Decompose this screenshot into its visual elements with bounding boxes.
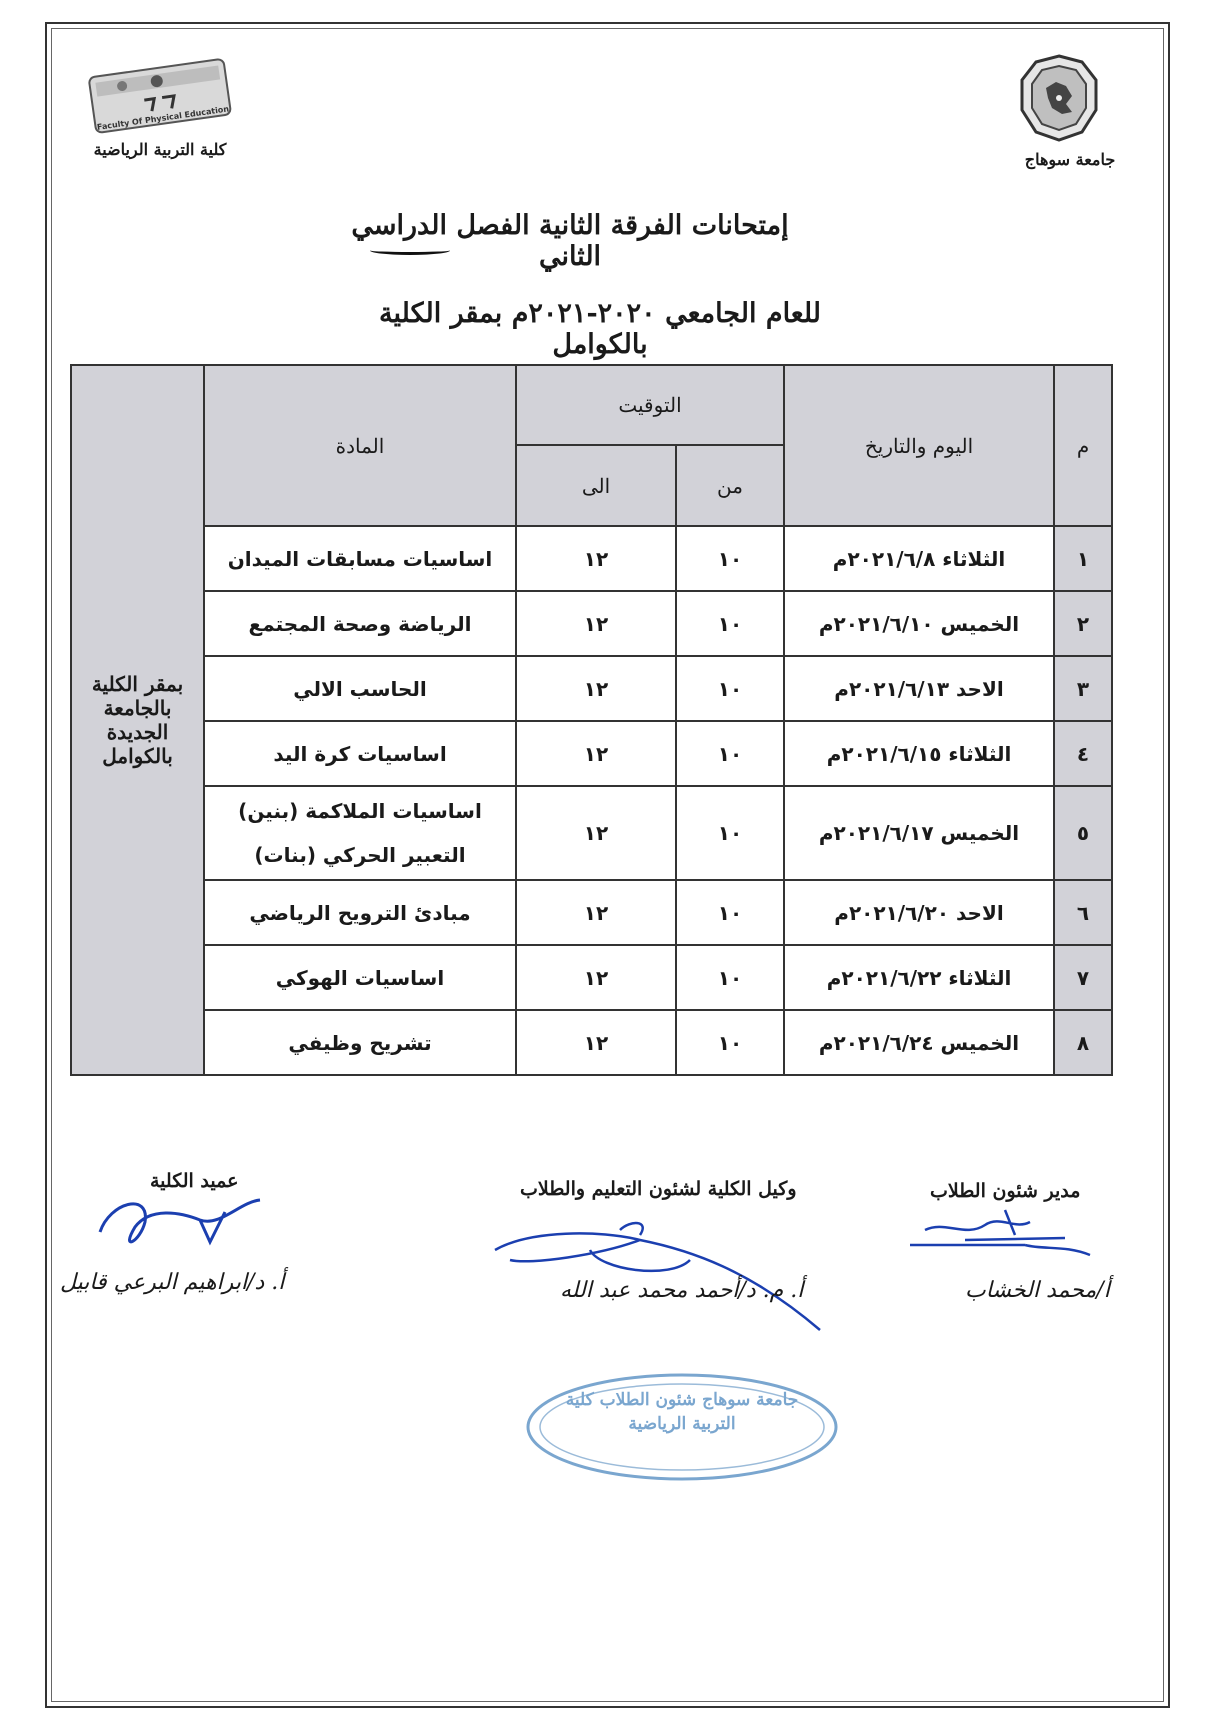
row-subject: اساسيات الهوكي: [204, 945, 516, 1010]
row-day-date: الخميس ٢٠٢١/٦/١٧م: [784, 786, 1054, 880]
dean-name: أ. د/ابراهيم البرعي قابيل: [60, 1270, 285, 1295]
row-num: ٢: [1054, 591, 1112, 656]
header-to: الى: [516, 445, 676, 526]
row-from: ١٠: [676, 1010, 784, 1075]
row-subject: الرياضة وصحة المجتمع: [204, 591, 516, 656]
header-day-date: اليوم والتاريخ: [784, 365, 1054, 526]
row-day-date: الخميس ٢٠٢١/٦/٢٤م: [784, 1010, 1054, 1075]
table-row: [71, 721, 1112, 786]
table-row: [71, 786, 1112, 880]
table-row: [71, 945, 1112, 1010]
row-to: ١٢: [516, 591, 676, 656]
row-subject: الحاسب الالي: [204, 656, 516, 721]
row-num: ٧: [1054, 945, 1112, 1010]
row-subject: مبادئ الترويح الرياضي: [204, 880, 516, 945]
row-to: ١٢: [516, 880, 676, 945]
row-from: ١٠: [676, 591, 784, 656]
exam-schedule-table: [70, 364, 1113, 1076]
vice-dean-title: وكيل الكلية لشئون التعليم والطلاب: [520, 1178, 797, 1200]
row-subject-line2: التعبير الحركي (بنات): [254, 843, 466, 867]
row-num: ٦: [1054, 880, 1112, 945]
header-timing: التوقيت: [516, 365, 784, 445]
row-from: ١٠: [676, 945, 784, 1010]
vice-dean-name: أ. م. د/أحمد محمد عبد الله: [560, 1278, 804, 1303]
stamp-text: جامعة سوهاج شئون الطلاب كلية التربية الرياضية: [565, 1390, 799, 1434]
row-to: ١٢: [516, 656, 676, 721]
student-affairs-title: مدير شئون الطلاب: [930, 1180, 1081, 1202]
table-row: [71, 656, 1112, 721]
header-subject: المادة: [204, 365, 516, 526]
row-from: ١٠: [676, 656, 784, 721]
vice-dean-signature: [490, 1210, 850, 1340]
row-subject-line1: اساسيات الملاكمة (بنين): [238, 799, 482, 823]
header-from: من: [676, 445, 784, 526]
row-subject: تشريح وظيفي: [204, 1010, 516, 1075]
university-name: جامعة سوهاج: [1024, 150, 1116, 169]
row-from: ١٠: [676, 786, 784, 880]
row-num: ٨: [1054, 1010, 1112, 1075]
row-from: ١٠: [676, 721, 784, 786]
title-underline: [370, 246, 450, 255]
table-row: [71, 526, 1112, 591]
table-row: [71, 591, 1112, 656]
faculty-name: كلية التربية الرياضية: [93, 140, 227, 159]
row-to: ١٢: [516, 721, 676, 786]
row-num: ٥: [1054, 786, 1112, 880]
row-day-date: الخميس ٢٠٢١/٦/١٠م: [784, 591, 1054, 656]
faculty-logo: [84, 58, 234, 136]
row-from: ١٠: [676, 880, 784, 945]
student-affairs-stamp: [522, 1370, 842, 1485]
dean-title: عميد الكلية: [150, 1170, 239, 1192]
row-to: ١٢: [516, 945, 676, 1010]
row-to: ١٢: [516, 1010, 676, 1075]
student-affairs-signature: [905, 1200, 1105, 1270]
row-subject: [204, 786, 516, 880]
table-row: [71, 880, 1112, 945]
row-day-date: الثلاثاء ٢٠٢١/٦/٢٢م: [784, 945, 1054, 1010]
exam-title: إمتحانات الفرقة الثانية الفصل الدراسي الثاني: [351, 210, 789, 272]
row-day-date: الاحد ٢٠٢١/٦/٢٠م: [784, 880, 1054, 945]
faculty-logo-text: Faculty Of Physical Education: [96, 104, 230, 132]
row-num: ٣: [1054, 656, 1112, 721]
location-cell: بمقر الكلية بالجامعة الجديدة بالكوامل: [71, 365, 204, 1075]
student-affairs-name: أ/محمد الخشاب: [965, 1278, 1110, 1303]
university-logo: [1016, 52, 1102, 144]
row-to: ١٢: [516, 526, 676, 591]
table-row: [71, 1010, 1112, 1075]
dean-signature: [90, 1182, 290, 1262]
table-header-row: [71, 365, 1112, 445]
row-subject: اساسيات مسابقات الميدان: [204, 526, 516, 591]
row-to: ١٢: [516, 786, 676, 880]
row-num: ١: [1054, 526, 1112, 591]
header-num: م: [1054, 365, 1112, 526]
row-from: ١٠: [676, 526, 784, 591]
row-day-date: الاحد ٢٠٢١/٦/١٣م: [784, 656, 1054, 721]
row-num: ٤: [1054, 721, 1112, 786]
row-day-date: الثلاثاء ٢٠٢١/٦/٨م: [784, 526, 1054, 591]
row-day-date: الثلاثاء ٢٠٢١/٦/١٥م: [784, 721, 1054, 786]
row-subject: اساسيات كرة اليد: [204, 721, 516, 786]
academic-year-title: للعام الجامعي ٢٠٢٠-٢٠٢١م بمقر الكلية بالكوامل: [379, 298, 821, 360]
